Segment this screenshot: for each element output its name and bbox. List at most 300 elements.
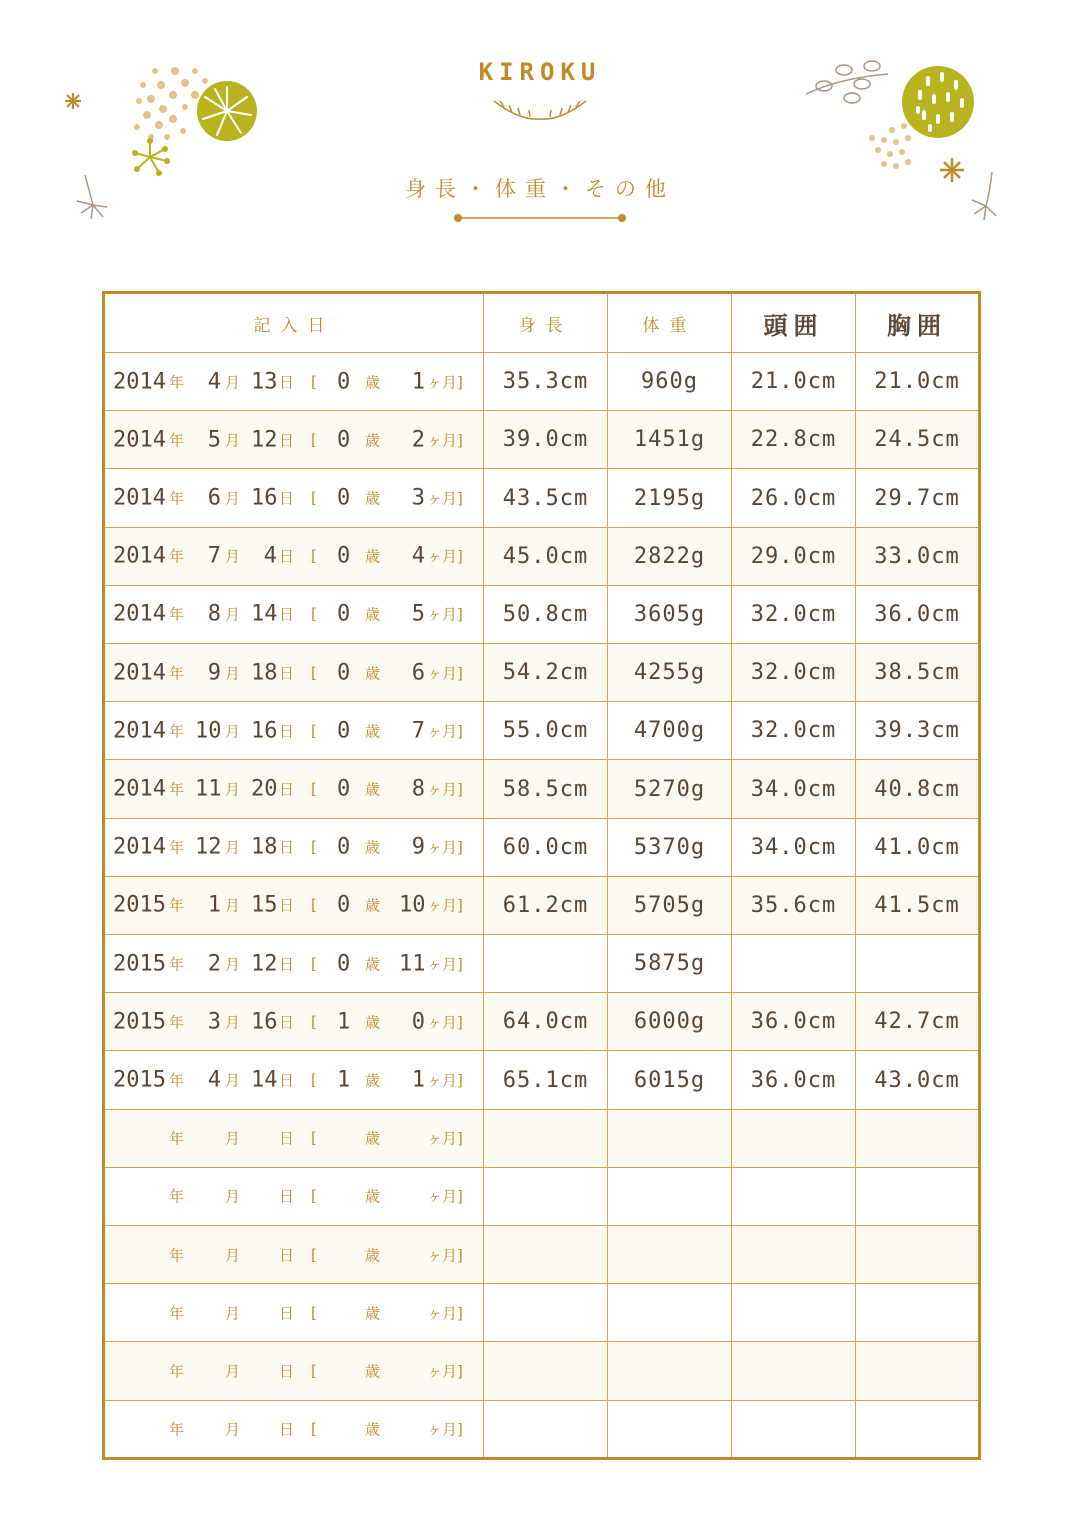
date-age-m-value: 0 (411, 1009, 425, 1035)
unit-label-day: 日 (279, 1304, 295, 1323)
unit-label-year: 年 (169, 1246, 185, 1265)
head-cell[interactable] (732, 411, 856, 469)
unit-label-month: 月 (225, 431, 241, 450)
unit-label-month: 月 (225, 605, 241, 624)
unit-label-year: 年 (169, 431, 185, 450)
height-cell[interactable] (484, 411, 608, 469)
date-age-y-value: 0 (337, 427, 351, 453)
date-month-value: 5 (207, 427, 221, 453)
unit-label-day: 日 (279, 431, 295, 450)
unit-label-day: 日 (279, 1246, 295, 1265)
unit-label-month: 月 (225, 664, 241, 683)
unit-label-day: 日 (279, 1071, 295, 1090)
unit-label-bracket-open: [ (311, 372, 317, 391)
unit-label-months: ヶ月] (427, 1420, 463, 1439)
head-value: 34.0cm (750, 834, 837, 860)
date-year-value: 2014 (113, 834, 166, 860)
head-cell[interactable] (732, 1167, 856, 1225)
chest-cell[interactable] (856, 1051, 980, 1109)
chest-value: 43.0cm (874, 1067, 960, 1093)
date-cell[interactable] (104, 760, 484, 818)
weight-cell[interactable] (608, 353, 732, 411)
unit-label-bracket-open: [ (311, 1245, 317, 1264)
unit-label-age: 歳 (365, 896, 381, 915)
height-cell[interactable] (484, 876, 608, 934)
unit-label-bracket-open: [ (311, 489, 317, 507)
table-row (104, 702, 980, 760)
table-row (104, 935, 980, 993)
weight-cell[interactable] (608, 1342, 732, 1400)
unit-label-months: ヶ月] (427, 1129, 463, 1148)
weight-value: 3605g (633, 601, 706, 627)
height-cell[interactable] (484, 818, 608, 876)
unit-label-month: 月 (225, 1013, 241, 1032)
date-cell[interactable] (104, 469, 484, 527)
table-row (104, 469, 980, 527)
weight-value: 6015g (633, 1067, 706, 1093)
chest-cell[interactable] (856, 527, 980, 585)
date-day-value: 20 (251, 776, 278, 802)
unit-label-year: 年 (169, 1420, 185, 1439)
unit-label-day: 日 (279, 605, 295, 624)
unit-label-bracket-open: [ (311, 780, 317, 799)
head-cell[interactable] (732, 876, 856, 934)
weight-cell[interactable] (608, 1109, 732, 1167)
unit-label-bracket-open: [ (311, 1303, 317, 1322)
unit-label-bracket-open: [ (311, 663, 317, 682)
unit-label-age: 歳 (365, 489, 381, 508)
unit-label-day: 日 (279, 489, 295, 508)
chest-cell[interactable] (856, 1226, 980, 1284)
page-title: 身長・体重・その他 (405, 177, 675, 201)
unit-label-age: 歳 (365, 1362, 381, 1381)
height-cell[interactable] (484, 1226, 608, 1284)
date-month-value: 11 (195, 776, 222, 802)
head-cell[interactable] (732, 1342, 856, 1400)
unit-label-months: ヶ月] (427, 955, 463, 974)
date-age-y-value: 0 (337, 892, 351, 918)
head-cell[interactable] (732, 585, 856, 643)
unit-label-month: 月 (225, 838, 241, 857)
weight-cell[interactable] (608, 411, 732, 469)
unit-label-bracket-open: [ (311, 605, 317, 624)
unit-label-year: 年 (169, 1013, 185, 1032)
weight-value: 5875g (633, 951, 706, 977)
head-cell[interactable] (732, 1109, 856, 1167)
height-value: 35.3cm (502, 369, 589, 395)
unit-label-months: ヶ月] (427, 1071, 463, 1090)
date-age-m-value: 9 (411, 834, 425, 860)
head-value: 34.0cm (750, 776, 837, 802)
unit-label-day: 日 (279, 547, 295, 566)
unit-label-age: 歳 (365, 1420, 381, 1439)
chest-value: 21.0cm (874, 369, 960, 395)
chest-cell[interactable] (856, 1109, 980, 1167)
date-age-y-value: 1 (337, 1009, 351, 1035)
unit-label-month: 月 (225, 1071, 241, 1090)
unit-label-day: 日 (279, 1129, 295, 1148)
date-day-value: 18 (251, 660, 278, 686)
weight-cell[interactable] (608, 818, 732, 876)
unit-label-months: ヶ月] (427, 896, 463, 915)
date-cell[interactable] (104, 935, 484, 993)
table-row (104, 760, 980, 818)
unit-label-bracket-open: [ (311, 1129, 317, 1148)
head-cell[interactable] (732, 760, 856, 818)
weight-cell[interactable] (608, 760, 732, 818)
date-age-m-value: 10 (399, 892, 426, 918)
column-header-date: 記入日 (104, 293, 484, 353)
unit-label-day: 日 (279, 664, 295, 683)
head-cell[interactable] (732, 935, 856, 993)
height-cell[interactable] (484, 585, 608, 643)
date-age-y-value: 0 (337, 601, 351, 627)
date-cell[interactable] (104, 818, 484, 876)
date-cell[interactable] (104, 1051, 484, 1109)
date-age-m-value: 7 (411, 718, 425, 744)
weight-value: 4255g (633, 660, 706, 686)
unit-label-age: 歳 (365, 547, 381, 566)
unit-label-day: 日 (279, 780, 295, 799)
date-day-value: 15 (251, 892, 278, 918)
table-row (104, 818, 980, 876)
chest-cell[interactable] (856, 585, 980, 643)
unit-label-month: 月 (225, 547, 241, 566)
head-cell[interactable] (732, 527, 856, 585)
weight-cell[interactable] (608, 469, 732, 527)
unit-label-bracket-open: [ (311, 1187, 317, 1206)
date-age-y-value: 1 (337, 1067, 351, 1093)
height-value: 65.1cm (502, 1067, 589, 1093)
chest-value: 41.0cm (874, 834, 960, 860)
chest-cell[interactable] (856, 1167, 980, 1225)
date-month-value: 3 (207, 1009, 221, 1035)
date-cell[interactable] (104, 353, 484, 411)
date-year-value: 2014 (113, 427, 166, 453)
unit-label-bracket-open: [ (311, 896, 317, 915)
date-day-value: 12 (251, 427, 278, 453)
date-cell[interactable] (104, 993, 484, 1051)
weight-cell[interactable] (608, 993, 732, 1051)
table-row (104, 1284, 980, 1342)
height-cell[interactable] (484, 644, 608, 702)
weight-cell[interactable] (608, 585, 732, 643)
date-cell[interactable] (104, 1284, 484, 1342)
unit-label-bracket-open: [ (311, 1071, 317, 1090)
unit-label-age: 歳 (365, 1129, 381, 1148)
unit-label-month: 月 (225, 955, 241, 974)
unit-label-months: ヶ月] (427, 664, 463, 683)
chest-cell[interactable] (856, 469, 980, 527)
height-cell[interactable] (484, 1342, 608, 1400)
date-year-value: 2014 (113, 601, 166, 627)
unit-label-age: 歳 (365, 664, 381, 683)
date-month-value: 4 (207, 1067, 221, 1093)
date-age-y-value: 0 (337, 660, 351, 686)
date-age-m-value: 4 (411, 543, 425, 569)
table-row (104, 644, 980, 702)
head-cell[interactable] (732, 644, 856, 702)
date-month-value: 2 (207, 951, 221, 977)
chest-cell[interactable] (856, 1342, 980, 1400)
head-value: 22.8cm (750, 427, 837, 453)
unit-label-months: ヶ月] (427, 489, 463, 508)
unit-label-year: 年 (169, 896, 185, 915)
unit-label-year: 年 (169, 838, 185, 857)
wreath-icon (490, 95, 590, 125)
table-row (104, 993, 980, 1051)
unit-label-age: 歳 (365, 1187, 381, 1206)
brand-title: KIROKU (478, 58, 602, 86)
unit-label-age: 歳 (365, 955, 381, 974)
unit-label-day: 日 (279, 1187, 295, 1206)
unit-label-day: 日 (279, 955, 295, 974)
height-cell[interactable] (484, 993, 608, 1051)
date-year-value: 2015 (113, 1067, 166, 1093)
chest-value: 39.3cm (874, 718, 960, 744)
date-day-value: 16 (251, 1009, 278, 1035)
head-cell[interactable] (732, 1226, 856, 1284)
unit-label-bracket-open: [ (311, 1419, 317, 1438)
head-cell[interactable] (732, 469, 856, 527)
unit-label-year: 年 (169, 1071, 185, 1090)
column-header-head-circumference: 頭囲 (732, 293, 856, 353)
date-year-value: 2014 (113, 485, 166, 511)
chest-cell[interactable] (856, 411, 980, 469)
head-cell[interactable] (732, 1400, 856, 1458)
date-age-m-value: 1 (411, 1067, 425, 1093)
unit-label-year: 年 (169, 780, 185, 799)
table-row (104, 1109, 980, 1167)
head-cell[interactable] (732, 993, 856, 1051)
date-year-value: 2015 (113, 1009, 166, 1035)
head-cell[interactable] (732, 353, 856, 411)
head-value: 35.6cm (750, 892, 837, 918)
title-underline-divider (450, 210, 630, 226)
unit-label-day: 日 (279, 838, 295, 857)
height-value: 43.5cm (502, 485, 589, 511)
column-header-weight: 体重 (608, 293, 732, 353)
unit-label-month: 月 (225, 489, 241, 508)
unit-label-day: 日 (279, 1013, 295, 1032)
weight-cell[interactable] (608, 644, 732, 702)
unit-label-day: 日 (279, 1362, 295, 1381)
height-cell[interactable] (484, 469, 608, 527)
weight-value: 5270g (633, 776, 706, 802)
date-month-value: 6 (207, 485, 221, 511)
growth-record-table (102, 291, 981, 1460)
weight-cell[interactable] (608, 1400, 732, 1458)
unit-label-year: 年 (169, 489, 185, 508)
height-cell[interactable] (484, 1109, 608, 1167)
unit-label-day: 日 (279, 896, 295, 915)
date-age-m-value: 8 (411, 776, 425, 802)
height-cell[interactable] (484, 1051, 608, 1109)
height-cell[interactable] (484, 760, 608, 818)
date-age-m-value: 3 (411, 485, 425, 511)
height-cell[interactable] (484, 353, 608, 411)
date-cell[interactable] (104, 585, 484, 643)
weight-cell[interactable] (608, 527, 732, 585)
date-cell[interactable] (104, 644, 484, 702)
height-value: 55.0cm (502, 718, 589, 744)
date-month-value: 8 (207, 601, 221, 627)
date-age-m-value: 1 (411, 369, 425, 395)
date-cell[interactable] (104, 1400, 484, 1458)
unit-label-bracket-open: [ (311, 954, 317, 973)
weight-value: 960g (641, 369, 698, 395)
date-day-value: 18 (251, 834, 278, 860)
unit-label-year: 年 (169, 722, 185, 741)
table-row (104, 1400, 980, 1458)
height-value: 58.5cm (502, 776, 589, 802)
table-body (104, 353, 980, 1459)
date-cell[interactable] (104, 411, 484, 469)
unit-label-months: ヶ月] (427, 780, 463, 799)
height-cell[interactable] (484, 1167, 608, 1225)
date-year-value: 2015 (113, 951, 166, 977)
weight-value: 4700g (633, 718, 706, 744)
date-year-value: 2014 (113, 776, 166, 802)
date-age-y-value: 0 (337, 951, 351, 977)
head-value: 32.0cm (750, 660, 837, 686)
unit-label-months: ヶ月] (427, 1304, 463, 1323)
unit-label-year: 年 (169, 1129, 185, 1148)
unit-label-month: 月 (225, 1420, 241, 1439)
unit-label-age: 歳 (365, 722, 381, 741)
unit-label-day: 日 (279, 1420, 295, 1439)
table-row (104, 527, 980, 585)
date-cell[interactable] (104, 1109, 484, 1167)
unit-label-bracket-open: [ (311, 430, 317, 449)
chest-value: 29.7cm (874, 485, 960, 511)
chest-value: 40.8cm (874, 776, 960, 802)
weight-cell[interactable] (608, 935, 732, 993)
unit-label-month: 月 (225, 373, 241, 392)
date-year-value: 2014 (113, 543, 166, 569)
date-age-y-value: 0 (337, 485, 351, 511)
unit-label-age: 歳 (365, 373, 381, 392)
unit-label-months: ヶ月] (427, 838, 463, 857)
unit-label-months: ヶ月] (427, 547, 463, 566)
unit-label-age: 歳 (365, 1013, 381, 1032)
chest-cell[interactable] (856, 993, 980, 1051)
unit-label-month: 月 (225, 896, 241, 915)
date-day-value: 16 (251, 718, 278, 744)
chest-value: 41.5cm (874, 892, 960, 918)
date-cell[interactable] (104, 702, 484, 760)
table-row (104, 353, 980, 411)
unit-label-year: 年 (169, 373, 185, 392)
date-month-value: 4 (207, 369, 221, 395)
chest-cell[interactable] (856, 760, 980, 818)
date-year-value: 2014 (113, 660, 166, 686)
unit-label-year: 年 (169, 605, 185, 624)
chest-cell[interactable] (856, 1400, 980, 1458)
head-cell[interactable] (732, 1284, 856, 1342)
height-value: 64.0cm (502, 1009, 589, 1035)
weight-cell[interactable] (608, 1167, 732, 1225)
date-age-m-value: 5 (411, 601, 425, 627)
unit-label-bracket-open: [ (311, 721, 317, 740)
date-cell[interactable] (104, 527, 484, 585)
date-cell[interactable] (104, 876, 484, 934)
unit-label-bracket-open: [ (311, 1362, 317, 1381)
chest-cell[interactable] (856, 1284, 980, 1342)
chest-cell[interactable] (856, 702, 980, 760)
head-value: 32.0cm (750, 718, 837, 744)
unit-label-month: 月 (225, 1246, 241, 1265)
unit-label-months: ヶ月] (427, 722, 463, 741)
unit-label-age: 歳 (365, 1304, 381, 1323)
date-day-value: 4 (263, 543, 277, 569)
unit-label-day: 日 (279, 373, 295, 392)
chest-cell[interactable] (856, 935, 980, 993)
chest-cell[interactable] (856, 644, 980, 702)
weight-cell[interactable] (608, 1284, 732, 1342)
date-day-value: 13 (251, 369, 278, 395)
weight-cell[interactable] (608, 1051, 732, 1109)
date-day-value: 16 (251, 485, 278, 511)
unit-label-year: 年 (169, 664, 185, 683)
date-year-value: 2014 (113, 718, 166, 744)
weight-value: 6000g (633, 1009, 706, 1035)
height-cell[interactable] (484, 935, 608, 993)
date-cell[interactable] (104, 1342, 484, 1400)
head-cell[interactable] (732, 1051, 856, 1109)
unit-label-months: ヶ月] (427, 1246, 463, 1265)
unit-label-day: 日 (279, 722, 295, 741)
unit-label-bracket-open: [ (311, 1012, 317, 1031)
date-age-y-value: 0 (337, 369, 351, 395)
unit-label-months: ヶ月] (427, 1187, 463, 1206)
date-cell[interactable] (104, 1167, 484, 1225)
weight-value: 5705g (633, 892, 706, 918)
unit-label-year: 年 (169, 1362, 185, 1381)
date-age-m-value: 11 (399, 951, 426, 977)
date-month-value: 9 (207, 660, 221, 686)
weight-value: 5370g (633, 834, 706, 860)
unit-label-months: ヶ月] (427, 605, 463, 624)
table-row (104, 411, 980, 469)
height-value: 39.0cm (502, 427, 589, 453)
height-cell[interactable] (484, 1284, 608, 1342)
table-row (104, 876, 980, 934)
chest-cell[interactable] (856, 818, 980, 876)
table-row (104, 585, 980, 643)
height-cell[interactable] (484, 527, 608, 585)
table-row (104, 1051, 980, 1109)
height-value: 50.8cm (502, 601, 589, 627)
date-age-y-value: 0 (337, 718, 351, 744)
weight-cell[interactable] (608, 1226, 732, 1284)
unit-label-month: 月 (225, 1187, 241, 1206)
head-cell[interactable] (732, 702, 856, 760)
unit-label-year: 年 (169, 1304, 185, 1323)
head-cell[interactable] (732, 818, 856, 876)
head-value: 29.0cm (750, 543, 837, 569)
date-cell[interactable] (104, 1226, 484, 1284)
height-cell[interactable] (484, 1400, 608, 1458)
chest-cell[interactable] (856, 353, 980, 411)
date-age-y-value: 0 (337, 543, 351, 569)
chest-cell[interactable] (856, 876, 980, 934)
date-year-value: 2014 (113, 369, 166, 395)
weight-cell[interactable] (608, 702, 732, 760)
height-cell[interactable] (484, 702, 608, 760)
weight-cell[interactable] (608, 876, 732, 934)
height-value: 54.2cm (502, 660, 589, 686)
